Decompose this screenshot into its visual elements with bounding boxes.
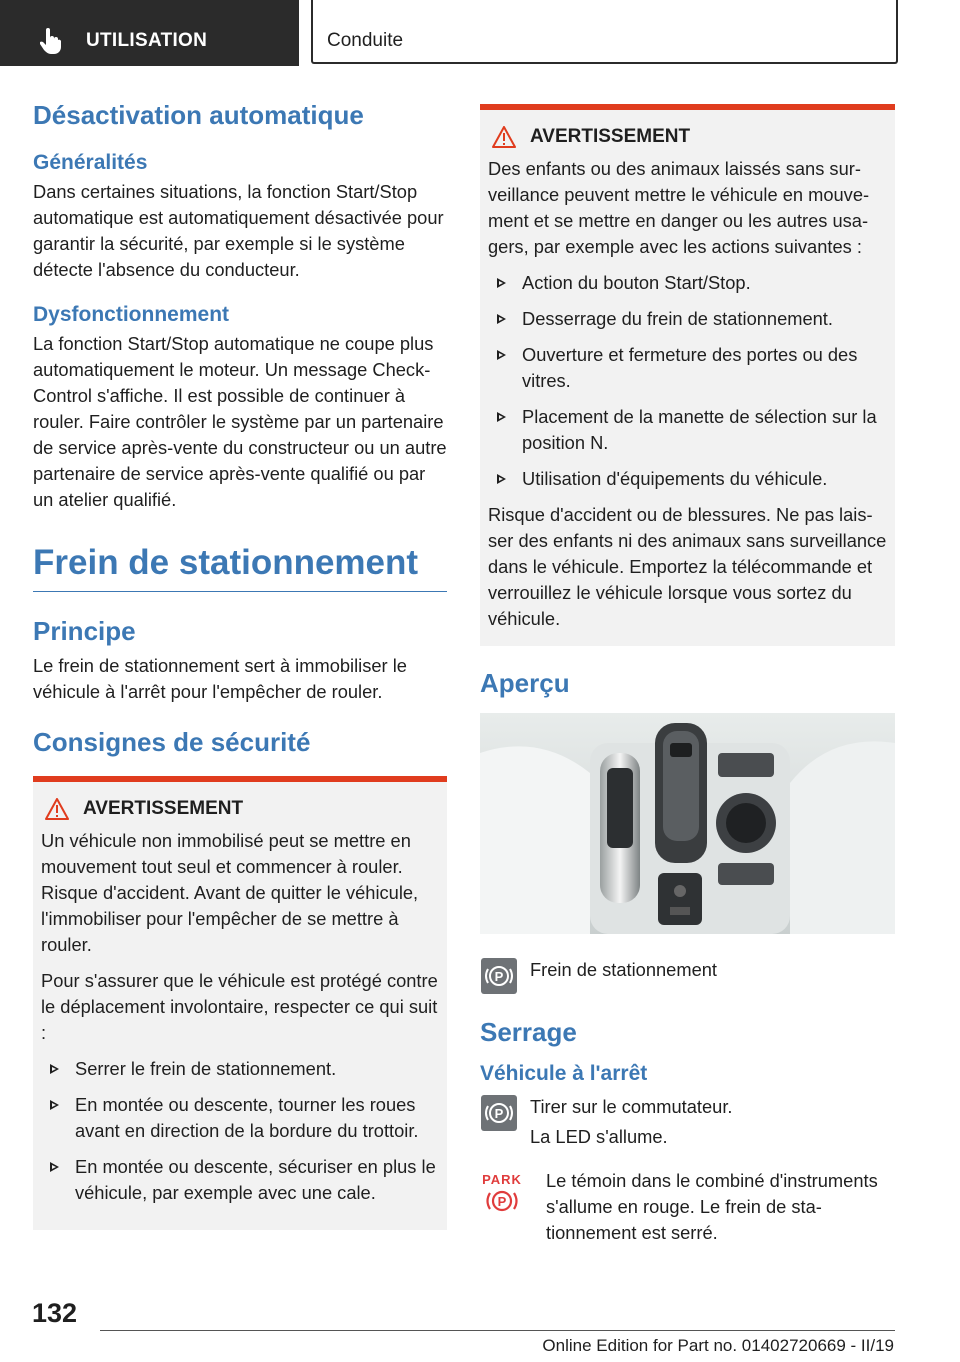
section-heading: Aperçu <box>480 668 570 698</box>
section-heading: Consignes de sécurité <box>33 727 311 757</box>
warning-text: Un véhicule non immobilisé peut se mettre en mouvement tout seul et commencer à rouler. Risque d'accident. Avant de quitter le véhicule, l'immobiliser pour l'empêcher de se mettre à rouler. <box>41 830 419 955</box>
center-console-photo <box>480 713 895 934</box>
subheading: Généralités <box>33 151 148 174</box>
warning-text: Risque d'accident ou de blessures. Ne pas laisser des enfants ni des animaux sans surveillance dans le véhicule. Emportez la télécommande et verrouillez le véhicule lorsque vous sortez du véhicule. <box>488 504 887 629</box>
right-column <box>480 104 895 1246</box>
paragraph: Dans certaines situations, la fonction Start/Stop automatique est automatiquement désactivée pour garantir la sécurité, par exemple si le système détecte l'absence du conducteur. <box>33 181 444 280</box>
svg-text:P: P <box>494 969 504 984</box>
parking-brake-button-icon <box>480 957 518 995</box>
warning-triangle-icon <box>45 798 69 820</box>
warning-box <box>480 104 895 646</box>
list-item: Placement de la manette de sélection sur la position N. <box>488 404 887 456</box>
section-heading: Serrage <box>480 1017 577 1047</box>
left-column <box>33 100 447 1230</box>
chapter-header <box>311 0 898 64</box>
warning-label: AVERTISSEMENT <box>83 798 244 819</box>
park-indicator-icon <box>480 1172 524 1220</box>
footer-rule <box>100 1330 895 1331</box>
svg-text:P: P <box>494 1106 504 1121</box>
warning-triangle-icon <box>492 126 516 148</box>
warning-box <box>33 776 447 1230</box>
warning-label: AVERTISSEMENT <box>530 126 691 147</box>
paragraph: Le frein de stationnement sert à immobiliser le véhicule à l'arrêt pour l'empêcher de rouler. <box>33 655 407 702</box>
caption-row <box>480 957 895 995</box>
chapter-heading: Frein de stationnement <box>33 543 447 592</box>
hand-pointer-icon <box>40 28 62 54</box>
list-item: Utilisation d'équipements du véhicule. <box>488 466 887 492</box>
indicator-text: Le témoin dans le combiné d'instruments s'allume en rouge. Le frein de stationnement est serré. <box>546 1170 878 1243</box>
chapter-title: Conduite <box>327 30 404 51</box>
section-heading: Désactivation automatique <box>33 100 364 130</box>
warning-text: Pour s'assurer que le véhicule est protégé contre le déplacement involontaire, respecter ce qui suit : <box>41 970 438 1043</box>
svg-text:P: P <box>497 1194 507 1209</box>
list-item: Serrer le frein de stationnement. <box>41 1056 439 1082</box>
instruction-row <box>480 1094 895 1150</box>
warning-list <box>41 1056 439 1206</box>
park-label: PARK <box>482 1172 522 1187</box>
warning-header <box>492 126 887 148</box>
subheading: Véhicule à l'arrêt <box>480 1062 648 1085</box>
parking-brake-button-icon <box>480 1094 518 1132</box>
section-tab <box>0 0 299 66</box>
list-item: Action du bouton Start/Stop. <box>488 270 887 296</box>
list-item: En montée ou descente, tourner les roues avant en direction de la bordure du trottoir. <box>41 1092 439 1144</box>
subheading: Dysfonctionnement <box>33 303 230 326</box>
indicator-row <box>480 1168 895 1246</box>
warning-header <box>45 798 439 820</box>
instruction-text: Tirer sur le commutateur. <box>530 1096 733 1117</box>
section-heading: Principe <box>33 616 136 646</box>
edition-note: Online Edition for Part no. 01402720669 - II/19 <box>542 1336 894 1355</box>
page-number: 132 <box>32 1298 78 1328</box>
list-item: En montée ou descente, sécuriser en plus le véhicule, par exemple avec une cale. <box>41 1154 439 1206</box>
image-caption: Frein de stationnement <box>530 959 717 980</box>
instruction-text: La LED s'allume. <box>530 1126 668 1147</box>
paragraph: La fonction Start/Stop automatique ne coupe plus automatiquement le moteur. Un message Check-Control s'affiche. Il est possible de continuer à rouler. Faire contrôler le système par un partenaire de service après-vente du constructeur ou un autre partenaire de service après-vente qualifié ou par un atelier qualifié. <box>33 333 447 510</box>
warning-text: Des enfants ou des animaux laissés sans surveillance peuvent mettre le véhicule en mouvement et se mettre en danger ou les autres usagers, par exemple avec les actions suivantes : <box>488 158 870 257</box>
list-item: Desserrage du frein de stationnement. <box>488 306 887 332</box>
list-item: Ouverture et fermeture des portes ou des vitres. <box>488 342 887 394</box>
warning-list <box>488 270 887 492</box>
section-title: UTILISATION <box>86 30 208 51</box>
